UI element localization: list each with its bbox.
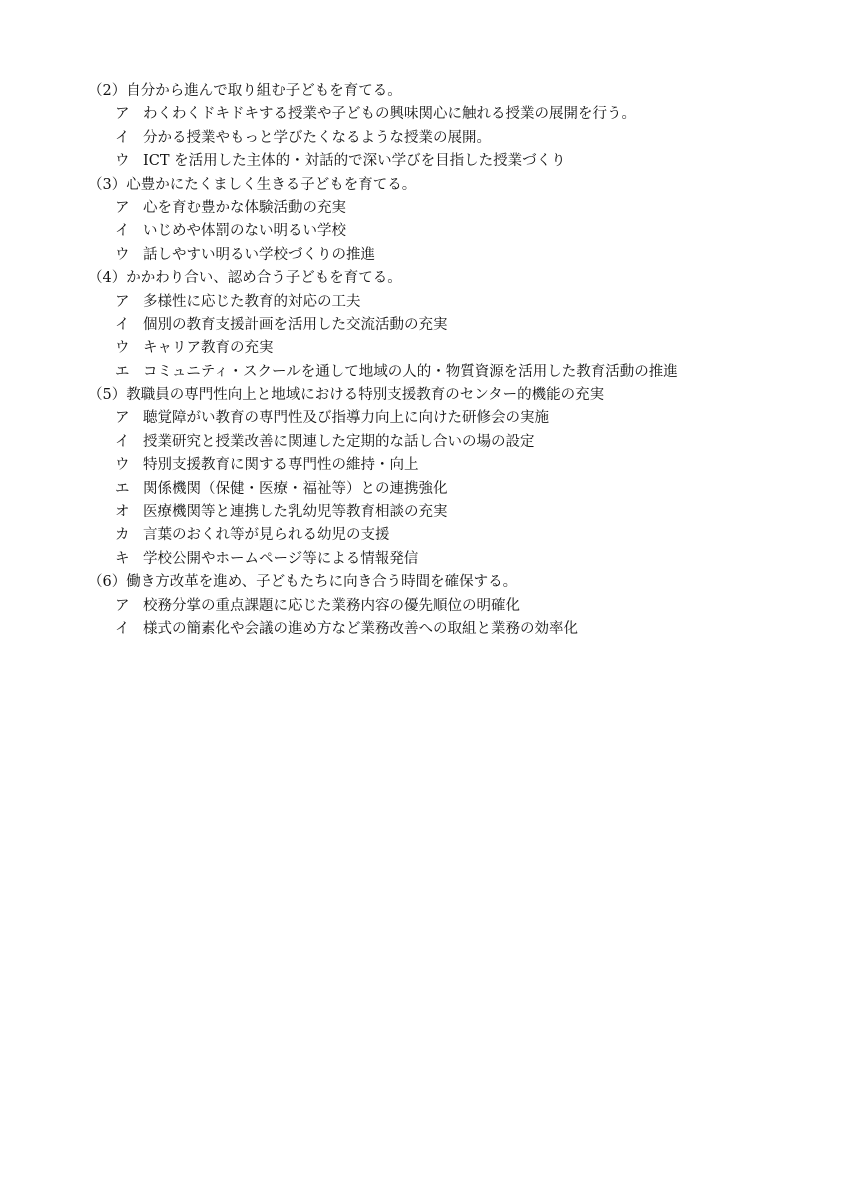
item-text: 聴覚障がい教育の専門性及び指導力向上に向けた研修会の実施 xyxy=(143,410,549,427)
list-item xyxy=(88,361,768,384)
list-item xyxy=(88,127,768,150)
item-mark: イ xyxy=(115,223,130,240)
section-6 xyxy=(88,571,768,641)
item-mark: ア xyxy=(115,293,130,310)
list-item xyxy=(88,454,768,477)
list-item xyxy=(88,478,768,501)
item-mark: エ xyxy=(115,363,130,380)
item-mark: キ xyxy=(115,550,130,567)
item-mark: イ xyxy=(115,316,130,333)
item-text: 話しやすい明るい学校づくりの推進 xyxy=(143,246,375,263)
item-mark: ア xyxy=(115,410,130,427)
item-mark: イ xyxy=(115,620,130,637)
section-5 xyxy=(88,384,768,571)
list-item xyxy=(88,291,768,314)
item-mark: ウ xyxy=(115,340,130,357)
item-text: 言葉のおくれ等が見られる幼児の支援 xyxy=(143,527,390,544)
section-heading: （5）教職員の専門性向上と地域における特別支援教育のセンター的機能の充実 xyxy=(88,387,605,404)
list-item xyxy=(88,197,768,220)
list-item xyxy=(88,244,768,267)
list-item xyxy=(88,595,768,618)
section-2 xyxy=(88,80,768,174)
item-mark: ウ xyxy=(115,153,130,170)
item-mark: イ xyxy=(115,433,130,450)
list-item xyxy=(88,524,768,547)
section-4 xyxy=(88,267,768,384)
item-text: いじめや体罰のない明るい学校 xyxy=(143,223,346,240)
item-text: 特別支援教育に関する専門性の維持・向上 xyxy=(143,457,419,474)
list-item xyxy=(88,618,768,641)
section-heading: （6）働き方改革を進め、子どもたちに向き合う時間を確保する。 xyxy=(88,574,518,591)
list-item xyxy=(88,431,768,454)
list-item xyxy=(88,337,768,360)
item-text: キャリア教育の充実 xyxy=(143,340,274,357)
list-item xyxy=(88,220,768,243)
item-text: 校務分掌の重点課題に応じた業務内容の優先順位の明確化 xyxy=(143,597,520,614)
item-mark: イ xyxy=(115,129,130,146)
item-mark: ウ xyxy=(115,246,130,263)
item-text: ICT を活用した主体的・対話的で深い学びを目指した授業づくり xyxy=(143,153,566,170)
section-heading: （4）かかわり合い、認め合う子どもを育てる。 xyxy=(88,270,402,287)
item-mark: オ xyxy=(115,504,130,521)
item-text: 学校公開やホームページ等による情報発信 xyxy=(143,550,419,567)
list-item xyxy=(88,103,768,126)
document-body xyxy=(88,80,768,641)
item-text: 分かる授業やもっと学びたくなるような授業の展開。 xyxy=(143,129,491,146)
item-text: 心を育む豊かな体験活動の充実 xyxy=(143,199,346,216)
item-text: わくわくドキドキする授業や子どもの興味関心に触れる授業の展開を行う。 xyxy=(143,106,636,123)
list-item xyxy=(88,548,768,571)
item-text: 関係機関（保健・医療・福祉等）との連携強化 xyxy=(143,480,448,497)
item-mark: ウ xyxy=(115,457,130,474)
item-mark: ア xyxy=(115,106,130,123)
list-item xyxy=(88,407,768,430)
item-mark: ア xyxy=(115,199,130,216)
section-3 xyxy=(88,174,768,268)
list-item xyxy=(88,150,768,173)
item-text: 個別の教育支援計画を活用した交流活動の充実 xyxy=(143,316,448,333)
list-item xyxy=(88,501,768,524)
item-text: 授業研究と授業改善に関連した定期的な話し合いの場の設定 xyxy=(143,433,535,450)
item-text: 多様性に応じた教育的対応の工夫 xyxy=(143,293,361,310)
item-mark: ア xyxy=(115,597,130,614)
item-mark: カ xyxy=(115,527,130,544)
item-mark: エ xyxy=(115,480,130,497)
item-text: 様式の簡素化や会議の進め方など業務改善への取組と業務の効率化 xyxy=(143,620,578,637)
item-text: コミュニティ・スクールを通して地域の人的・物質資源を活用した教育活動の推進 xyxy=(143,363,678,380)
section-heading: （3）心豊かにたくましく生きる子どもを育てる。 xyxy=(88,176,417,193)
section-heading: （2）自分から進んで取り組む子どもを育てる。 xyxy=(88,83,402,99)
list-item xyxy=(88,314,768,337)
item-text: 医療機関等と連携した乳幼児等教育相談の充実 xyxy=(143,504,448,521)
